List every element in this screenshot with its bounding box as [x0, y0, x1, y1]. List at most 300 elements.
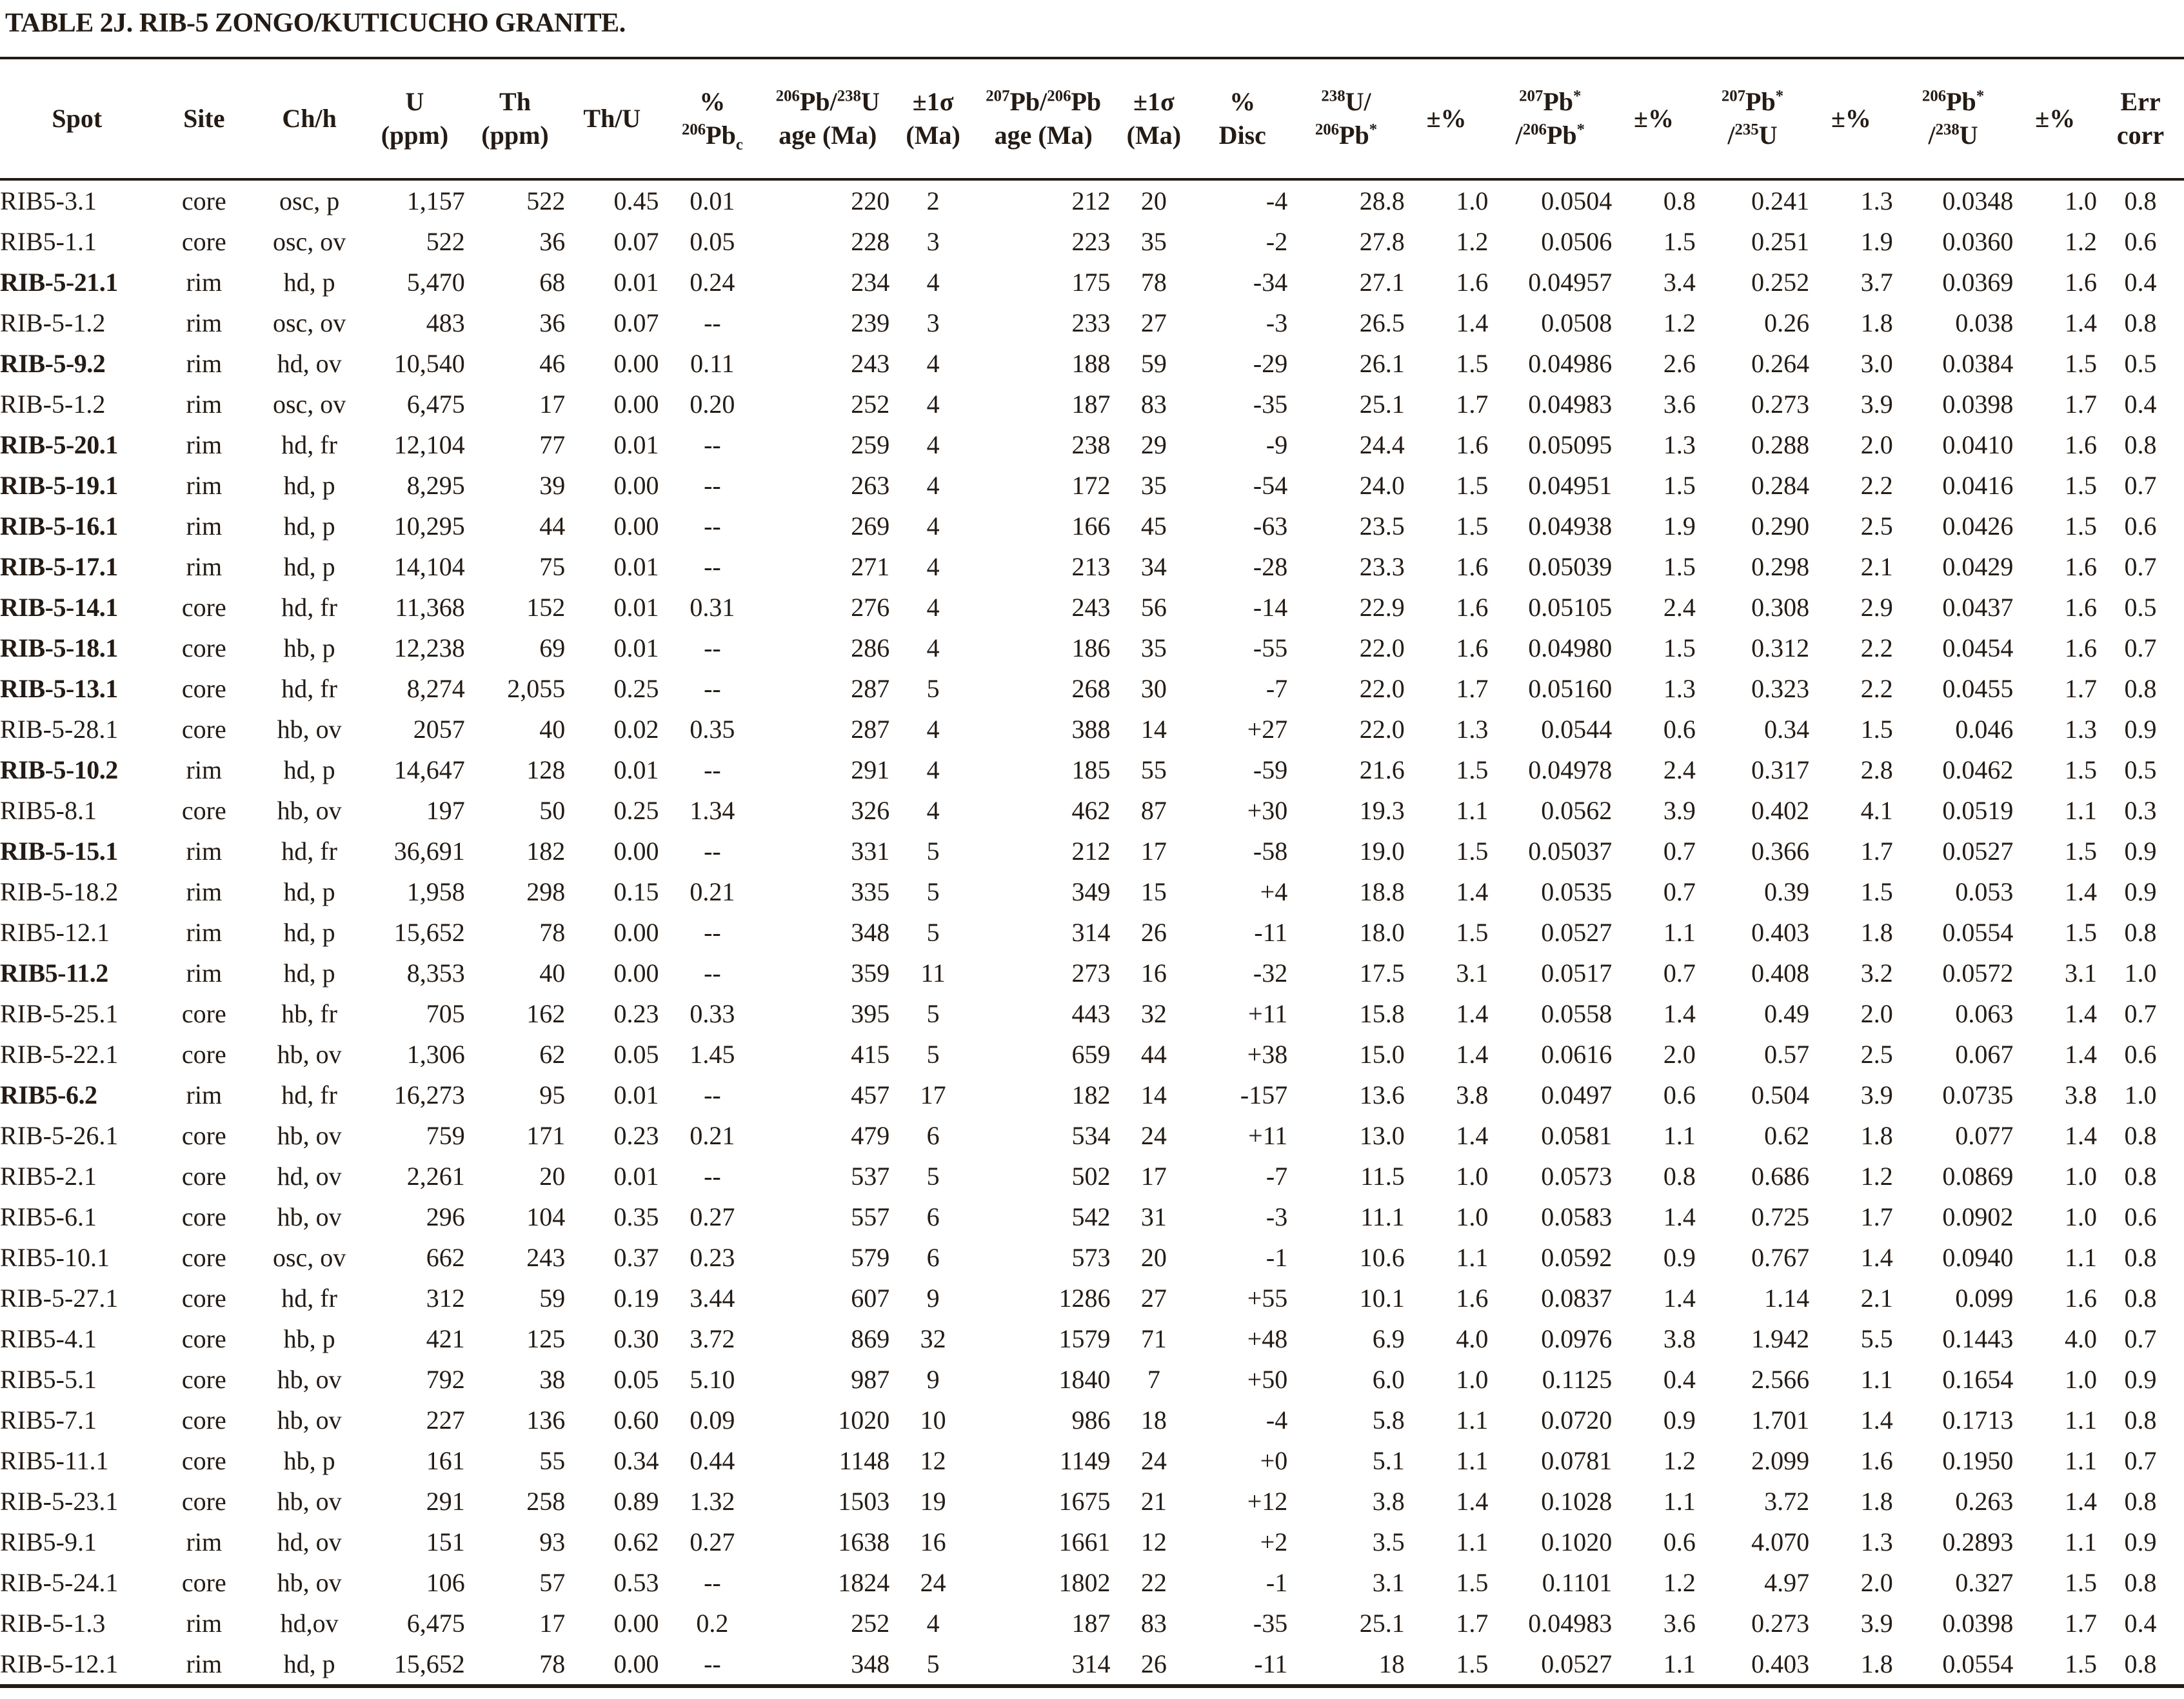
cell-u_ppm: 8,353 [406, 959, 465, 988]
cell-u_ppm: 2,261 [406, 1162, 465, 1191]
cell-r_206_238: 0.0554 [1942, 1649, 2014, 1678]
cell-u238_pb206: 19.3 [1359, 796, 1405, 825]
cell-th_ppm: 38 [539, 1365, 566, 1394]
cell-age_206_238: 579 [851, 1243, 890, 1272]
cell-th_u: 0.45 [613, 186, 659, 215]
cell-u_ppm: 1,958 [406, 877, 465, 906]
cell-r_207_206: 0.04951 [1528, 471, 1613, 500]
cell-th_u: 0.07 [613, 227, 659, 256]
cell-pct_err3: 2.1 [1860, 1284, 1893, 1313]
cell-th_ppm: 17 [539, 390, 566, 419]
cell-th_u: 0.00 [613, 471, 659, 500]
cell-age_206_238: 457 [851, 1080, 890, 1109]
cell-r_206_238: 0.0735 [1942, 1080, 2014, 1109]
cell-spot: RIB-5-18.1 [0, 633, 118, 662]
cell-pct_err4: 1.4 [2065, 999, 2098, 1028]
cell-sigma2: 31 [1140, 1202, 1167, 1231]
cell-site: core [181, 1040, 226, 1069]
cell-site: rim [186, 959, 223, 988]
cell-spot: RIB-5-9.2 [0, 349, 106, 378]
cell-age_206_238: 415 [851, 1040, 890, 1069]
cell-spot: RIB-5-27.1 [0, 1284, 119, 1313]
cell-th_ppm: 57 [539, 1568, 566, 1597]
table-row [0, 668, 2184, 709]
cell-u238_pb206: 5.8 [1372, 1406, 1405, 1435]
col-header-th_u [565, 58, 659, 179]
col-header-pct_206pbc [659, 58, 766, 179]
cell-u238_pb206: 23.5 [1359, 512, 1405, 541]
cell-spot: RIB-5-1.2 [0, 308, 106, 337]
cell-err_corr: 0.5 [2124, 593, 2157, 622]
cell-pct_err2: 0.7 [1663, 877, 1696, 906]
cell-u238_pb206: 26.1 [1359, 349, 1405, 378]
cell-r_207_206: 0.04978 [1528, 755, 1613, 784]
cell-pct_err1: 1.6 [1456, 430, 1489, 459]
cell-site: rim [186, 349, 223, 378]
cell-pct_err4: 1.5 [2065, 1568, 2098, 1597]
cell-pct_disc: -28 [1253, 552, 1288, 581]
cell-u_ppm: 483 [426, 308, 465, 337]
cell-pct_206pbc: 0.20 [690, 390, 735, 419]
cell-r_206_238: 0.077 [1955, 1121, 2014, 1150]
cell-pct_disc: +50 [1247, 1365, 1288, 1394]
cell-r_207_235: 1.701 [1751, 1406, 1810, 1435]
cell-chh: hb, p [283, 1446, 335, 1475]
cell-pct_err2: 1.3 [1663, 674, 1696, 703]
cell-err_corr: 0.9 [2124, 715, 2157, 744]
cell-th_ppm: 46 [539, 349, 566, 378]
data-table [0, 57, 2184, 1688]
cell-th_u: 0.02 [613, 715, 659, 744]
cell-sigma1: 4 [926, 755, 940, 784]
cell-chh: hd, fr [281, 1284, 337, 1313]
cell-pct_err3: 2.5 [1860, 512, 1893, 541]
cell-r_207_206: 0.0616 [1541, 1040, 1613, 1069]
cell-pct_err4: 1.1 [2065, 1527, 2098, 1556]
cell-chh: hd, ov [277, 1162, 342, 1191]
cell-pct_err3: 2.0 [1860, 999, 1893, 1028]
cell-age_206_238: 234 [851, 268, 890, 297]
cell-pct_err3: 1.1 [1860, 1365, 1893, 1394]
cell-r_207_206: 0.0517 [1541, 959, 1613, 988]
header-line: ±% [2035, 104, 2076, 133]
cell-site: rim [186, 1649, 223, 1678]
cell-r_207_206: 0.04980 [1528, 633, 1613, 662]
cell-th_u: 0.15 [613, 877, 659, 906]
cell-th_u: 0.05 [613, 1365, 659, 1394]
cell-u238_pb206: 3.5 [1372, 1527, 1405, 1556]
cell-th_u: 0.53 [613, 1568, 659, 1597]
cell-sigma2: 27 [1140, 308, 1167, 337]
cell-age_206_238: 286 [851, 633, 890, 662]
cell-r_206_238: 0.0940 [1942, 1243, 2014, 1272]
cell-chh: hd, p [283, 959, 335, 988]
header-line: /$^{238}$U [1928, 121, 1978, 150]
cell-age_207_206: 1286 [1058, 1284, 1111, 1313]
cell-th_u: 0.62 [613, 1527, 659, 1556]
cell-chh: hd,ov [280, 1609, 339, 1638]
cell-r_206_238: 0.1654 [1942, 1365, 2014, 1394]
cell-r_207_206: 0.0506 [1541, 227, 1613, 256]
cell-pct_err3: 1.8 [1860, 918, 1893, 947]
cell-pct_err1: 3.1 [1456, 959, 1489, 988]
cell-site: core [181, 1487, 226, 1516]
cell-u_ppm: 10,540 [393, 349, 465, 378]
cell-pct_err3: 3.0 [1860, 349, 1893, 378]
cell-pct_err2: 0.6 [1663, 1527, 1696, 1556]
cell-r_207_235: 0.251 [1751, 227, 1810, 256]
cell-th_ppm: 182 [526, 837, 566, 866]
cell-age_207_206: 314 [1071, 1649, 1111, 1678]
col-header-pct_err1 [1405, 58, 1489, 179]
cell-pct_err2: 2.4 [1663, 755, 1696, 784]
cell-chh: hb, ov [277, 1202, 342, 1231]
cell-pct_err2: 1.1 [1663, 1649, 1696, 1678]
header-line: ±% [1634, 104, 1674, 133]
cell-pct_disc: +38 [1247, 1040, 1288, 1069]
cell-u_ppm: 421 [426, 1324, 465, 1353]
cell-sigma1: 24 [920, 1568, 946, 1597]
cell-pct_disc: -55 [1253, 633, 1288, 662]
cell-r_207_206: 0.1028 [1541, 1487, 1613, 1516]
cell-chh: hb, ov [277, 796, 342, 825]
cell-pct_err3: 2.9 [1860, 593, 1893, 622]
cell-chh: hb, ov [277, 1406, 342, 1435]
cell-pct_err4: 1.4 [2065, 308, 2098, 337]
cell-age_206_238: 395 [851, 999, 890, 1028]
cell-u_ppm: 227 [426, 1406, 465, 1435]
cell-pct_206pbc: 0.09 [690, 1406, 735, 1435]
cell-th_ppm: 59 [539, 1284, 566, 1313]
cell-site: rim [186, 1609, 223, 1638]
cell-site: core [181, 1121, 226, 1150]
cell-pct_206pbc: 1.32 [690, 1487, 735, 1516]
cell-pct_disc: -58 [1253, 837, 1288, 866]
cell-pct_206pbc: 0.23 [690, 1243, 735, 1272]
cell-pct_err3: 1.5 [1860, 877, 1893, 906]
cell-pct_err1: 1.5 [1456, 512, 1489, 541]
cell-pct_err3: 2.1 [1860, 552, 1893, 581]
cell-err_corr: 0.9 [2124, 1365, 2157, 1394]
cell-sigma2: 20 [1140, 1243, 1167, 1272]
cell-r_207_235: 3.72 [1764, 1487, 1810, 1516]
cell-th_u: 0.05 [613, 1040, 659, 1069]
cell-chh: osc, ov [272, 227, 346, 256]
cell-chh: hd, p [283, 512, 335, 541]
cell-age_206_238: 276 [851, 593, 890, 622]
cell-pct_disc: -157 [1240, 1080, 1288, 1109]
cell-pct_err2: 3.8 [1663, 1324, 1696, 1353]
cell-pct_err3: 1.7 [1860, 837, 1893, 866]
header-line: ±% [1831, 104, 1871, 133]
cell-th_u: 0.00 [613, 349, 659, 378]
cell-chh: hd, fr [281, 674, 337, 703]
table-row [0, 1644, 2184, 1686]
cell-site: rim [186, 308, 223, 337]
cell-u238_pb206: 25.1 [1359, 1609, 1405, 1638]
cell-pct_disc: -32 [1253, 959, 1288, 988]
cell-sigma1: 4 [926, 1609, 940, 1638]
cell-r_207_235: 0.241 [1751, 186, 1810, 215]
cell-site: core [181, 186, 226, 215]
cell-sigma1: 4 [926, 593, 940, 622]
cell-spot: RIB5-2.1 [0, 1162, 97, 1191]
cell-r_207_235: 0.403 [1751, 918, 1810, 947]
cell-pct_206pbc: 0.27 [690, 1527, 735, 1556]
cell-pct_err3: 1.2 [1860, 1162, 1893, 1191]
header-line: (ppm) [381, 121, 449, 150]
table-row [0, 993, 2184, 1034]
cell-pct_disc: -3 [1266, 308, 1288, 337]
cell-pct_err4: 1.0 [2065, 1365, 2098, 1394]
cell-age_206_238: 987 [851, 1365, 890, 1394]
cell-sigma2: 17 [1140, 837, 1167, 866]
cell-r_206_238: 0.0398 [1942, 390, 2014, 419]
cell-pct_206pbc: 0.2 [696, 1609, 729, 1638]
cell-th_ppm: 171 [526, 1121, 566, 1150]
cell-sigma1: 6 [926, 1202, 940, 1231]
cell-pct_err4: 1.4 [2065, 1487, 2098, 1516]
cell-sigma2: 45 [1140, 512, 1167, 541]
cell-site: core [181, 1406, 226, 1435]
cell-age_206_238: 348 [851, 918, 890, 947]
cell-pct_err4: 1.0 [2065, 186, 2098, 215]
cell-pct_err2: 1.5 [1663, 227, 1696, 256]
cell-spot: RIB-5-16.1 [0, 512, 118, 541]
cell-r_206_238: 0.327 [1955, 1568, 2014, 1597]
cell-pct_err3: 1.7 [1860, 1202, 1893, 1231]
cell-pct_206pbc: 5.10 [690, 1365, 735, 1394]
cell-th_ppm: 162 [526, 999, 566, 1028]
col-header-spot [0, 58, 154, 179]
cell-chh: hd, p [283, 755, 335, 784]
cell-th_ppm: 152 [526, 593, 566, 622]
cell-pct_err1: 1.7 [1456, 674, 1489, 703]
header-row [0, 58, 2184, 179]
cell-u_ppm: 161 [426, 1446, 465, 1475]
cell-r_207_235: 0.288 [1751, 430, 1810, 459]
cell-age_207_206: 268 [1071, 674, 1111, 703]
cell-site: core [181, 633, 226, 662]
cell-u_ppm: 106 [426, 1568, 465, 1597]
cell-pct_disc: +2 [1260, 1527, 1288, 1556]
cell-th_u: 0.25 [613, 674, 659, 703]
cell-spot: RIB-5-1.3 [0, 1609, 106, 1638]
cell-r_207_206: 0.0837 [1541, 1284, 1613, 1313]
cell-pct_206pbc: -- [704, 674, 721, 703]
table-row [0, 1562, 2184, 1603]
cell-pct_disc: -7 [1266, 674, 1288, 703]
cell-r_206_238: 0.2893 [1942, 1527, 2014, 1556]
cell-r_207_206: 0.05160 [1528, 674, 1613, 703]
cell-sigma1: 5 [926, 1162, 940, 1191]
cell-u238_pb206: 6.9 [1372, 1324, 1405, 1353]
cell-age_207_206: 212 [1071, 186, 1111, 215]
cell-sigma2: 35 [1140, 471, 1167, 500]
cell-pct_206pbc: -- [704, 918, 721, 947]
cell-th_u: 0.01 [613, 1162, 659, 1191]
cell-age_206_238: 607 [851, 1284, 890, 1313]
cell-age_207_206: 659 [1071, 1040, 1111, 1069]
cell-spot: RIB5-6.2 [0, 1080, 97, 1109]
cell-err_corr: 0.9 [2124, 1527, 2157, 1556]
cell-pct_err1: 1.1 [1456, 796, 1489, 825]
table-row [0, 709, 2184, 750]
cell-pct_disc: +55 [1247, 1284, 1288, 1313]
cell-th_u: 0.01 [613, 268, 659, 297]
cell-pct_disc: +11 [1248, 1121, 1288, 1150]
cell-age_207_206: 573 [1071, 1243, 1111, 1272]
cell-site: core [181, 999, 226, 1028]
cell-sigma1: 5 [926, 999, 940, 1028]
cell-pct_err3: 2.0 [1860, 430, 1893, 459]
cell-err_corr: 0.5 [2124, 755, 2157, 784]
cell-chh: hd, ov [277, 349, 342, 378]
cell-age_207_206: 175 [1071, 268, 1111, 297]
cell-chh: hb, ov [277, 1121, 342, 1150]
cell-sigma1: 17 [920, 1080, 946, 1109]
cell-r_207_206: 0.0504 [1541, 186, 1613, 215]
cell-age_206_238: 287 [851, 674, 890, 703]
cell-pct_err4: 1.5 [2065, 512, 2098, 541]
cell-th_u: 0.00 [613, 1649, 659, 1678]
cell-pct_err2: 1.2 [1663, 1568, 1696, 1597]
col-header-pct_disc [1197, 58, 1287, 179]
cell-th_ppm: 258 [526, 1487, 566, 1516]
cell-pct_err1: 1.6 [1456, 552, 1489, 581]
cell-th_u: 0.60 [613, 1406, 659, 1435]
cell-pct_206pbc: -- [704, 471, 721, 500]
cell-sigma2: 21 [1140, 1487, 1167, 1516]
table-row [0, 750, 2184, 790]
cell-pct_206pbc: 0.05 [690, 227, 735, 256]
cell-sigma2: 34 [1140, 552, 1167, 581]
cell-r_207_206: 0.05095 [1528, 430, 1613, 459]
cell-pct_disc: -11 [1254, 1649, 1288, 1678]
cell-pct_err4: 1.4 [2065, 1040, 2098, 1069]
cell-spot: RIB5-9.1 [0, 1527, 97, 1556]
cell-th_ppm: 125 [526, 1324, 566, 1353]
cell-r_206_238: 0.067 [1955, 1040, 2014, 1069]
cell-err_corr: 0.4 [2124, 390, 2157, 419]
cell-r_206_238: 0.038 [1955, 308, 2014, 337]
cell-sigma2: 12 [1140, 1527, 1167, 1556]
cell-th_u: 0.00 [613, 390, 659, 419]
cell-r_206_238: 0.046 [1955, 715, 2014, 744]
cell-sigma1: 4 [926, 349, 940, 378]
cell-err_corr: 0.8 [2124, 1284, 2157, 1313]
cell-r_206_238: 0.0519 [1942, 796, 2014, 825]
cell-pct_err3: 1.4 [1860, 1243, 1893, 1272]
cell-sigma2: 7 [1147, 1365, 1160, 1394]
cell-u_ppm: 36,691 [393, 837, 465, 866]
table-row [0, 1278, 2184, 1318]
cell-pct_206pbc: -- [704, 308, 721, 337]
cell-age_206_238: 1148 [839, 1446, 890, 1475]
cell-u238_pb206: 27.1 [1359, 268, 1405, 297]
cell-r_206_238: 0.0554 [1942, 918, 2014, 947]
cell-chh: hd, ov [277, 1527, 342, 1556]
cell-spot: RIB-5-19.1 [0, 471, 118, 500]
cell-site: core [181, 593, 226, 622]
cell-sigma1: 6 [926, 1121, 940, 1150]
cell-pct_disc: +27 [1247, 715, 1288, 744]
cell-r_206_238: 0.0410 [1942, 430, 2014, 459]
cell-err_corr: 0.8 [2124, 430, 2157, 459]
cell-th_u: 0.19 [613, 1284, 659, 1313]
cell-u_ppm: 11,368 [395, 593, 465, 622]
cell-r_206_238: 0.0527 [1942, 837, 2014, 866]
cell-age_206_238: 1638 [838, 1527, 890, 1556]
table-row [0, 546, 2184, 587]
cell-sigma1: 4 [926, 796, 940, 825]
cell-sigma2: 83 [1140, 1609, 1167, 1638]
cell-err_corr: 0.6 [2124, 1202, 2157, 1231]
cell-pct_err2: 0.6 [1663, 1080, 1696, 1109]
cell-pct_err4: 1.6 [2065, 430, 2098, 459]
cell-pct_err1: 3.8 [1456, 1080, 1489, 1109]
cell-th_ppm: 39 [539, 471, 566, 500]
col-header-err_corr [2097, 58, 2184, 179]
cell-pct_206pbc: -- [704, 512, 721, 541]
cell-pct_err3: 3.9 [1860, 1609, 1893, 1638]
cell-err_corr: 0.7 [2124, 552, 2157, 581]
cell-age_207_206: 1802 [1058, 1568, 1111, 1597]
cell-pct_err4: 1.0 [2065, 1162, 2098, 1191]
cell-pct_err2: 0.7 [1663, 959, 1696, 988]
cell-pct_err2: 1.2 [1663, 1446, 1696, 1475]
cell-pct_err4: 1.6 [2065, 1284, 2098, 1313]
cell-pct_err3: 1.3 [1860, 186, 1893, 215]
cell-pct_disc: -3 [1266, 1202, 1288, 1231]
cell-chh: hd, fr [281, 1080, 337, 1109]
cell-u_ppm: 14,104 [393, 552, 465, 581]
cell-r_207_206: 0.04986 [1528, 349, 1613, 378]
cell-age_207_206: 187 [1071, 1609, 1111, 1638]
cell-chh: hb, ov [277, 1487, 342, 1516]
cell-age_206_238: 537 [851, 1162, 890, 1191]
cell-r_206_238: 0.1950 [1942, 1446, 2014, 1475]
cell-sigma2: 44 [1140, 1040, 1167, 1069]
cell-th_ppm: 298 [526, 877, 566, 906]
cell-pct_err4: 1.5 [2065, 837, 2098, 866]
cell-age_207_206: 542 [1071, 1202, 1111, 1231]
cell-pct_err1: 1.6 [1456, 1284, 1489, 1313]
cell-pct_206pbc: 0.11 [690, 349, 735, 378]
header-line: % [699, 87, 726, 116]
cell-pct_206pbc: 1.34 [690, 796, 735, 825]
cell-pct_disc: -59 [1253, 755, 1288, 784]
cell-u_ppm: 6,475 [406, 390, 465, 419]
cell-th_u: 0.89 [613, 1487, 659, 1516]
cell-sigma2: 71 [1140, 1324, 1167, 1353]
cell-pct_err2: 3.4 [1663, 268, 1696, 297]
cell-spot: RIB5-7.1 [0, 1406, 97, 1435]
header-line: Th/U [583, 104, 641, 133]
cell-r_207_206: 0.0581 [1541, 1121, 1613, 1150]
cell-sigma2: 18 [1140, 1406, 1167, 1435]
cell-pct_err1: 1.0 [1456, 186, 1489, 215]
cell-th_ppm: 78 [539, 918, 566, 947]
cell-pct_err2: 1.1 [1663, 1121, 1696, 1150]
cell-r_206_238: 0.0369 [1942, 268, 2014, 297]
cell-pct_err3: 1.8 [1860, 308, 1893, 337]
cell-sigma1: 5 [926, 837, 940, 866]
cell-spot: RIB-5-20.1 [0, 430, 118, 459]
cell-age_206_238: 326 [851, 796, 890, 825]
cell-pct_err1: 1.5 [1456, 471, 1489, 500]
table-row [0, 1481, 2184, 1522]
